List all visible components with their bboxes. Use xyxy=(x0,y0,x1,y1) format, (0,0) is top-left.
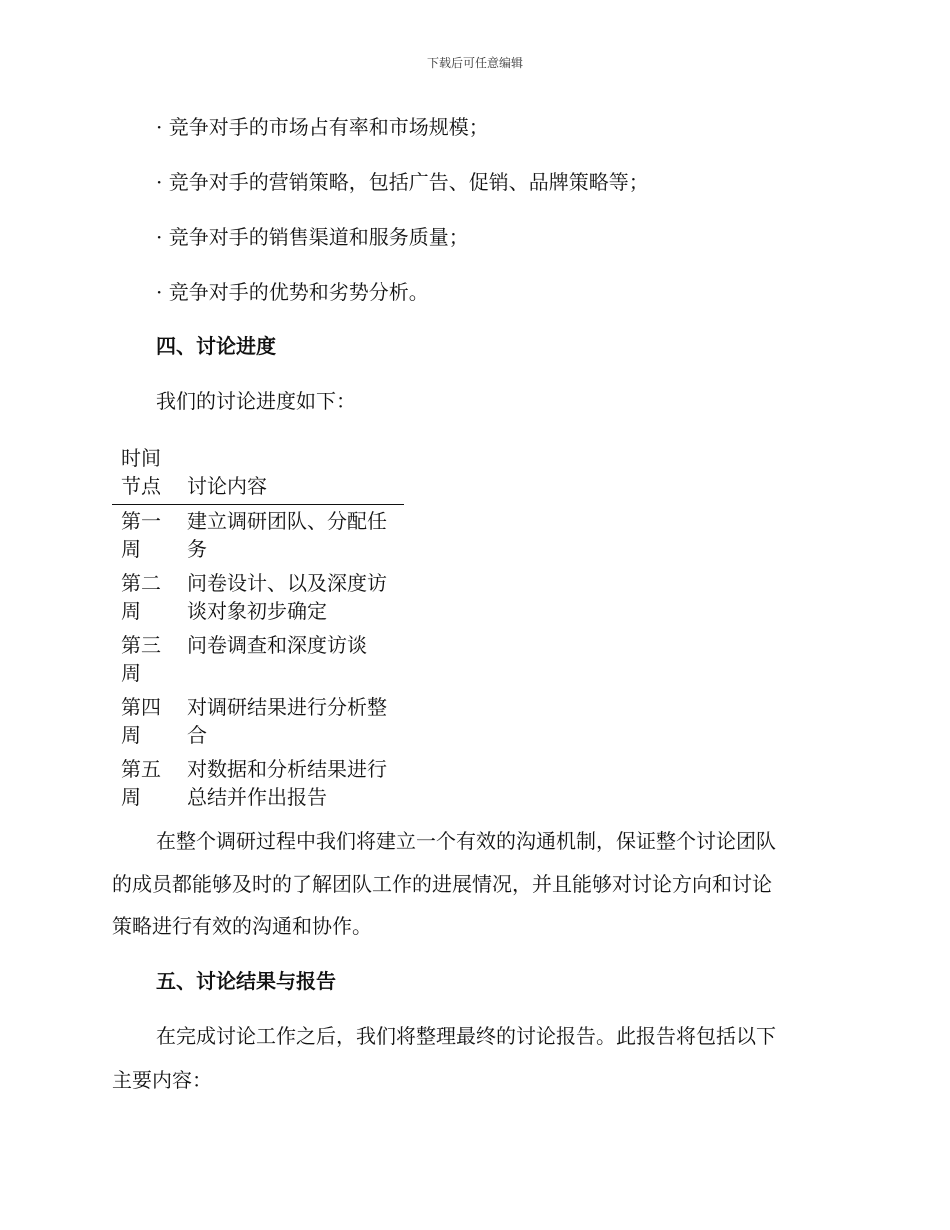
table-row xyxy=(112,567,404,629)
section-5-heading: 五、讨论结果与报告 xyxy=(156,969,336,993)
section-5-line-2: 主要内容： xyxy=(112,1068,212,1092)
row-time: 第五周 xyxy=(121,757,161,809)
section-4-heading: 四、讨论进度 xyxy=(156,334,276,358)
paragraph-1-line-2: 的成员都能够及时的了解团队工作的进展情况，并且能够对讨论方向和讨论 xyxy=(112,872,772,896)
section-5-line-1: 在完成讨论工作之后，我们将整理最终的讨论报告。此报告将包括以下 xyxy=(156,1024,776,1048)
row-time: 第四周 xyxy=(121,695,161,747)
row-content: 对数据和分析结果进行总结并作出报告 xyxy=(187,757,387,809)
table-row xyxy=(112,629,404,691)
bullet-sales-channels: · 竞争对手的销售渠道和服务质量； xyxy=(156,225,469,249)
bullet-marketing-strategy: · 竞争对手的营销策略，包括广告、促销、品牌策略等； xyxy=(156,170,649,194)
section-4-intro: 我们的讨论进度如下： xyxy=(156,389,356,413)
table-header-row xyxy=(112,444,404,505)
row-time: 第二周 xyxy=(121,571,161,623)
row-content: 问卷设计、以及深度访谈对象初步确定 xyxy=(187,571,387,623)
paragraph-1-line-3: 策略进行有效的沟通和协作。 xyxy=(112,914,372,938)
row-content: 建立调研团队、分配任务 xyxy=(187,509,387,561)
table-row xyxy=(112,505,404,567)
row-content: 问卷调查和深度访谈 xyxy=(187,633,367,657)
bullet-market-share: · 竞争对手的市场占有率和市场规模； xyxy=(156,115,489,139)
bullet-strengths-weaknesses: · 竞争对手的优势和劣势分析。 xyxy=(156,280,429,304)
header-time: 时间节点 xyxy=(121,446,161,498)
row-time: 第一周 xyxy=(121,509,161,561)
table-row xyxy=(112,753,404,815)
table-row xyxy=(112,691,404,753)
page-header-note: 下载后可任意编辑 xyxy=(426,56,523,70)
paragraph-1-line-1: 在整个调研过程中我们将建立一个有效的沟通机制，保证整个讨论团队 xyxy=(156,829,776,853)
header-content: 讨论内容 xyxy=(187,474,267,498)
row-content: 对调研结果进行分析整合 xyxy=(187,695,387,747)
schedule-table xyxy=(112,444,404,815)
row-time: 第三周 xyxy=(121,633,161,685)
